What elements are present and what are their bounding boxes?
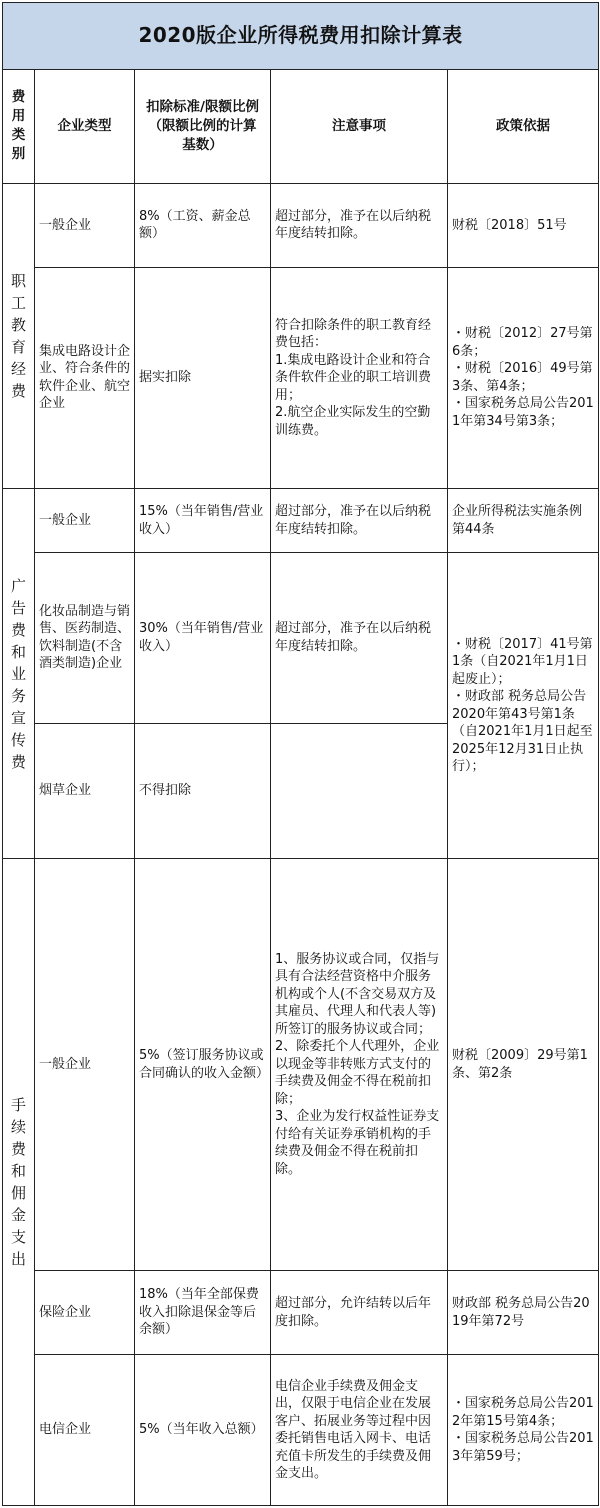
standard-cell: 18%（当年全部保费收入扣除退保金等后余额） <box>135 1271 271 1355</box>
table-row <box>3 268 599 489</box>
category-education: 职工教育经费 <box>3 183 35 488</box>
table-row <box>3 488 599 552</box>
notes-cell: 超过部分，准予在以后纳税年度结转扣除。 <box>271 488 448 552</box>
enterprise-type-cell: 集成电路设计企业、符合条件的软件企业、航空企业 <box>35 268 135 489</box>
table-row <box>3 859 599 1271</box>
standard-cell: 5%（签订服务协议或合同确认的收入金额） <box>135 859 271 1271</box>
notes-cell: 超过部分，准予在以后纳税年度结转扣除。 <box>271 183 448 267</box>
enterprise-type-cell: 化妆品制造与销售、医药制造、饮料制造(不含酒类制造)企业 <box>35 553 135 724</box>
standard-cell: 15%（当年销售/营业收入） <box>135 488 271 552</box>
header-category: 费用类别 <box>3 70 35 183</box>
category-advertising: 广告费和业务宣传费 <box>3 488 35 858</box>
notes-cell: 电信企业手续费及佣金支出，仅限于电信企业在发展客户、拓展业务等过程中因委托销售电话入网卡、电话充值卡所发生的手续费及佣金支出。 <box>271 1355 448 1506</box>
table-row <box>3 1355 599 1506</box>
header-notes: 注意事项 <box>271 70 448 183</box>
table-row <box>3 553 599 724</box>
notes-cell <box>271 723 448 859</box>
policy-cell: ・财税〔2012〕27号第6条； ・财税〔2016〕49号第3条、第4条； ・国家税务总局公告2011年第34号第3条； <box>448 268 599 489</box>
notes-cell: 超过部分，准予在以后纳税年度结转扣除。 <box>271 553 448 724</box>
sheet-title: 2020版企业所得税费用扣除计算表 <box>3 3 599 70</box>
enterprise-type-cell: 电信企业 <box>35 1355 135 1506</box>
enterprise-type-cell: 保险企业 <box>35 1271 135 1355</box>
deduction-table <box>2 2 599 1506</box>
standard-cell: 8%（工资、薪金总额） <box>135 183 271 267</box>
header-row <box>3 70 599 183</box>
enterprise-type-cell: 一般企业 <box>35 183 135 267</box>
notes-cell: 1、服务协议或合同，仅指与具有合法经营资格中介服务机构或个人(不含交易双方及其雇员、代理人和代表人等)所签订的服务协议或合同； 2、除委托个人代理外，企业以现金等非转账方式支付的手续费及佣金不得在税前扣除； 3、企业为发行权益性证券支付给有关证券承销机构的手续费及佣金不得在税前扣除。 <box>271 859 448 1271</box>
notes-cell: 符合扣除条件的职工教育经费包括： 1.集成电路设计企业和符合条件软件企业的职工培训费用； 2.航空企业实际发生的空勤训练费。 <box>271 268 448 489</box>
title-row <box>3 3 599 70</box>
table-row <box>3 1271 599 1355</box>
standard-cell: 不得扣除 <box>135 723 271 859</box>
policy-cell: 企业所得税法实施条例第44条 <box>448 488 599 552</box>
policy-cell: 财税〔2009〕29号第1条、第2条 <box>448 859 599 1271</box>
enterprise-type-cell: 一般企业 <box>35 488 135 552</box>
standard-cell: 5%（当年收入总额） <box>135 1355 271 1506</box>
standard-cell: 据实扣除 <box>135 268 271 489</box>
policy-cell: 财政部 税务总局公告2019年第72号 <box>448 1271 599 1355</box>
notes-cell: 超过部分，允许结转以后年度扣除。 <box>271 1271 448 1355</box>
header-enterprise-type: 企业类型 <box>35 70 135 183</box>
enterprise-type-cell: 烟草企业 <box>35 723 135 859</box>
standard-cell: 30%（当年销售/营业收入） <box>135 553 271 724</box>
table-row <box>3 183 599 267</box>
header-policy: 政策依据 <box>448 70 599 183</box>
policy-cell: 财税〔2018〕51号 <box>448 183 599 267</box>
policy-cell: ・财税〔2017〕41号第1条（自2021年1月1日起废止）； ・财政部 税务总局公告2020年第43号第1条（自2021年1月1日起至2025年12月31日止执行）； <box>448 553 599 859</box>
category-commission: 手续费和佣金支出 <box>3 859 35 1506</box>
enterprise-type-cell: 一般企业 <box>35 859 135 1271</box>
header-standard: 扣除标准/限额比例（限额比例的计算基数） <box>135 70 271 183</box>
policy-cell: ・国家税务总局公告2012年第15号第4条； ・国家税务总局公告2013年第59号； <box>448 1355 599 1506</box>
